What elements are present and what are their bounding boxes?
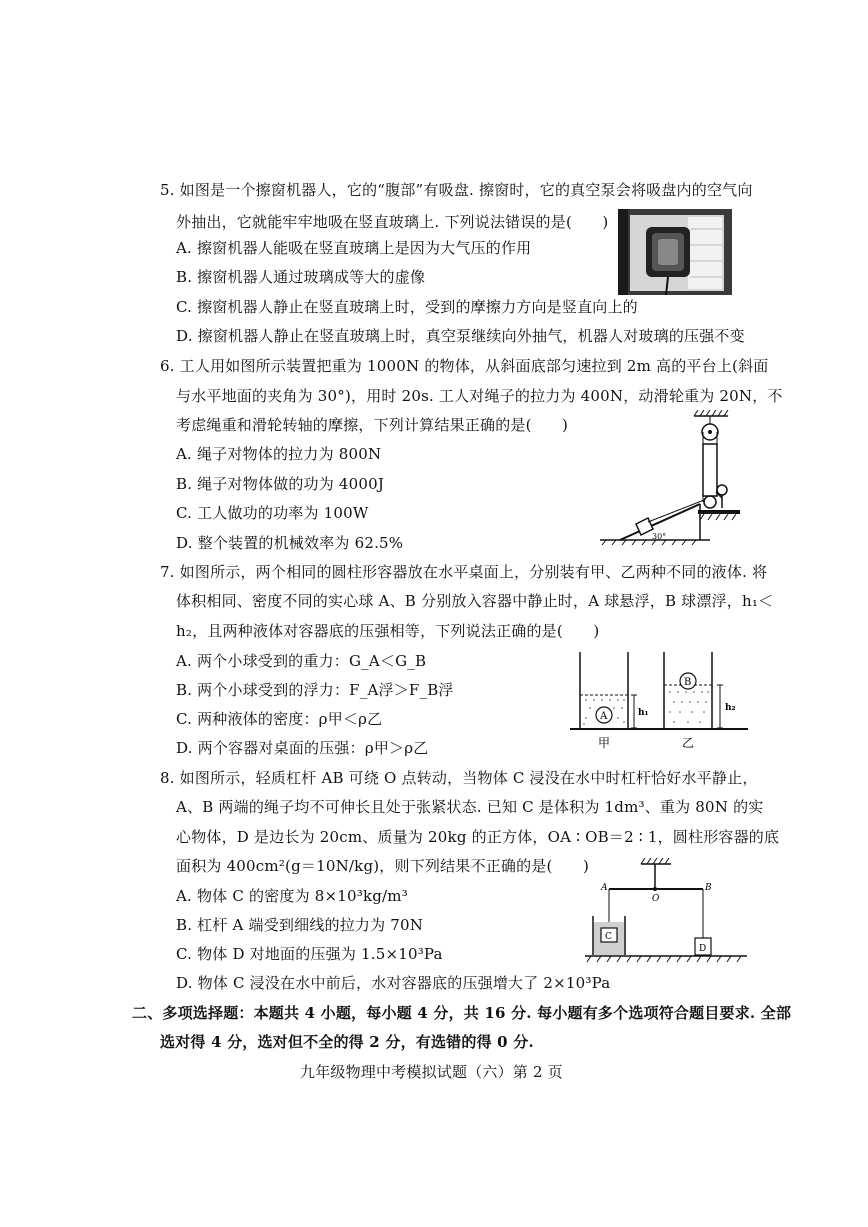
lever-label-b: B	[705, 883, 712, 893]
q6-stem-line3: 考虑绳重和滑轮转轴的摩擦，下列计算结果正确的是( )	[176, 416, 569, 434]
section2-heading-line2: 选对得 4 分，选对但不全的得 2 分，有选错的得 0 分.	[160, 1033, 534, 1051]
lever-label-a: A	[601, 883, 608, 893]
q8-option-b: B. 杠杆 A 端受到细线的拉力为 70N	[176, 916, 424, 934]
object-d-label: D	[699, 944, 707, 954]
q7-option-a: A. 两个小球受到的重力：G_A＜G_B	[176, 652, 427, 670]
q6-option-c: C. 工人做功的功率为 100W	[176, 504, 369, 522]
incline-pulley-diagram	[600, 410, 745, 545]
q5-stem-line1: 5. 如图是一个擦窗机器人，它的“腹部”有吸盘. 擦窗时，它的真空泵会将吸盘内的空气向	[160, 181, 753, 199]
q8-stem-line1: 8. 如图所示，轻质杠杆 AB 可绕 O 点转动，当物体 C 浸没在水中时杠杆恰好水平静止，	[160, 769, 758, 787]
q5-option-d: D. 擦窗机器人静止在竖直玻璃上时，真空泵继续向外抽气，机器人对玻璃的压强不变	[176, 327, 745, 345]
section2-heading-line1: 二、多项选择题：本题共 4 小题，每小题 4 分，共 16 分. 每小题有多个选项符合题目要求. 全部	[132, 1004, 792, 1022]
q8-option-d: D. 物体 C 浸没在水中前后，水对容器底的压强增大了 2×10³Pa	[176, 974, 611, 992]
q5-option-c: C. 擦窗机器人静止在竖直玻璃上时，受到的摩擦力方向是竖直向上的	[176, 298, 638, 316]
lever-label-o: O	[652, 894, 660, 904]
h2-label: h₂	[725, 703, 736, 713]
lever-diagram	[585, 856, 750, 966]
q6-stem-line2: 与水平地面的夹角为 30°)，用时 20s. 工人对绳子的拉力为 400N，动滑轮重为 20N，不	[176, 387, 783, 405]
q5-stem-line2: 外抽出，它就能牢牢地吸在竖直玻璃上. 下列说法错误的是( )	[176, 213, 609, 231]
q8-stem-line3: 心物体，D 是边长为 20cm、质量为 20kg 的正方体，OA ∶ OB＝2 ∶ 1，圆柱形容器的底	[176, 828, 780, 846]
ball-a-label: A	[600, 711, 608, 722]
q5-option-a: A. 擦窗机器人能吸在竖直玻璃上是因为大气压的作用	[176, 239, 532, 257]
incline-angle-label: 30°	[652, 532, 667, 541]
q8-option-c: C. 物体 D 对地面的压强为 1.5×10³Pa	[176, 945, 443, 963]
object-c-label: C	[605, 932, 612, 942]
container-yi-label: 乙	[682, 736, 695, 750]
ball-b-label: B	[684, 677, 692, 688]
h1-label: h₁	[638, 708, 649, 718]
q8-stem-line4: 面积为 400cm²(g＝10N/kg)，则下列结果不正确的是( )	[176, 857, 590, 875]
q6-option-d: D. 整个装置的机械效率为 62.5%	[176, 534, 404, 552]
container-jia-label: 甲	[598, 736, 611, 750]
q7-option-b: B. 两个小球受到的浮力：F_A浮＞F_B浮	[176, 681, 454, 699]
q7-stem-line1: 7. 如图所示，两个相同的圆柱形容器放在水平桌面上，分别装有甲、乙两种不同的液体. 将	[160, 563, 768, 581]
window-robot-photo	[618, 209, 732, 295]
q6-stem-line1: 6. 工人用如图所示装置把重为 1000N 的物体，从斜面底部匀速拉到 2m 高的平台上(斜面	[160, 357, 769, 375]
q6-option-a: A. 绳子对物体的拉力为 800N	[176, 445, 382, 463]
q5-option-b: B. 擦窗机器人通过玻璃成等大的虚像	[176, 268, 426, 286]
q8-stem-line2: A、B 两端的绳子均不可伸长且处于张紧状态. 已知 C 是体积为 1dm³、重为 80N 的实	[176, 798, 764, 816]
q7-option-d: D. 两个容器对桌面的压强：ρ甲＞ρ乙	[176, 739, 429, 757]
q7-option-c: C. 两种液体的密度：ρ甲＜ρ乙	[176, 710, 383, 728]
q6-option-b: B. 绳子对物体做的功为 4000J	[176, 475, 385, 493]
q7-stem-line3: h₂，且两种液体对容器底的压强相等，下列说法正确的是( )	[176, 622, 600, 640]
two-containers-diagram	[570, 652, 750, 750]
q8-option-a: A. 物体 C 的密度为 8×10³kg/m³	[176, 887, 408, 905]
q7-stem-line2: 体积相同、密度不同的实心球 A、B 分别放入容器中静止时，A 球悬浮，B 球漂浮，h₁＜	[176, 592, 774, 610]
page-footer: 九年级物理中考模拟试题（六）第 2 页	[300, 1063, 563, 1081]
